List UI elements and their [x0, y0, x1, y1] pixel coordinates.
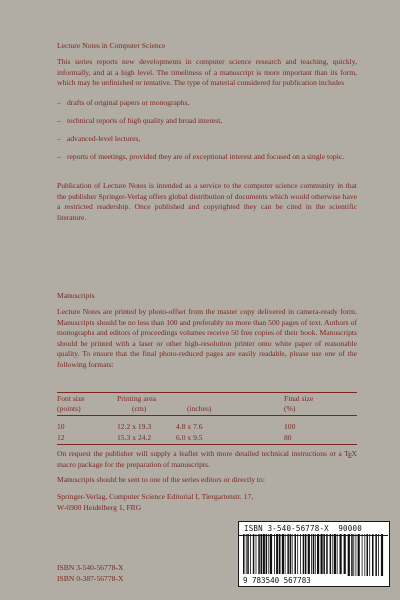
series-title: Lecture Notes in Computer Science [57, 41, 166, 50]
barcode-bar [348, 534, 350, 576]
barcode-bar [282, 534, 284, 574]
leaflet-paragraph: On request the publisher will supply a leaflet with more detailed technical instructions or a TEX macro package for the preparation of manuscripts. [57, 449, 357, 469]
barcode-bar [292, 534, 293, 574]
barcode-bar [362, 534, 363, 576]
barcode-bar [258, 534, 260, 574]
barcode-bar [344, 534, 346, 574]
barcode-addon: 90000 [338, 524, 362, 533]
barcode-bar [340, 534, 342, 574]
manuscripts-heading: Manuscripts [57, 291, 95, 300]
table-mid-rule [57, 415, 357, 416]
barcode-bar [246, 534, 247, 574]
barcode-bar [323, 534, 325, 574]
barcode-bar [375, 534, 377, 576]
barcode-bar [317, 534, 319, 574]
barcode-bars [243, 534, 385, 576]
barcode-bar [313, 534, 315, 574]
list-item: – technical reports of high quality and broad interest, [57, 116, 223, 125]
barcode-bar [300, 534, 301, 574]
tex-e: E [347, 451, 353, 460]
barcode-bar [358, 534, 360, 576]
barcode-bar [330, 534, 332, 574]
barcode-bar [381, 534, 383, 576]
isbn-line: ISBN 0-387-56778-X [57, 573, 124, 583]
list-item: – drafts of original papers or monographs, [57, 98, 190, 107]
barcode-bar [367, 534, 369, 576]
row-percent: 100 [284, 422, 296, 431]
barcode-bar [268, 534, 269, 574]
barcode-bar [263, 534, 265, 574]
barcode-bar [279, 534, 281, 574]
header-inches: (inches) [187, 404, 212, 413]
barcode-bar [337, 534, 338, 574]
barcode-bar [266, 534, 268, 574]
list-item: – reports of meetings, provided they are of exceptional interest and focused on a single topic. [57, 152, 345, 161]
barcode-bar [305, 534, 307, 574]
barcode-bar [303, 534, 305, 574]
barcode-bar [351, 534, 353, 576]
row-inches: 4.8 x 7.6 [176, 422, 203, 431]
table-bottom-rule [57, 444, 357, 445]
barcode-bar [308, 534, 310, 574]
barcode-bar [297, 534, 298, 574]
barcode-bar [250, 534, 251, 574]
header-printing-area: Printing area [117, 394, 157, 403]
barcode-bar [311, 534, 312, 574]
barcode-bar [256, 534, 257, 574]
header-percent: (%) [284, 404, 296, 413]
publication-paragraph: Publication of Lecture Notes is intended as a service to the computer science community in that the publisher Springer-Verlag offers global distribution of documents which would otherwise have a restricted readership. Once published and copyrighted they can be cited in the scientific literature. [57, 181, 357, 222]
barcode-bar [285, 534, 286, 574]
header-font-size: Font size [57, 394, 85, 403]
barcode-bar [243, 534, 245, 574]
isbn-line: ISBN 3-540-56778-X [57, 563, 124, 572]
row-cm: 15.3 x 24.2 [117, 433, 152, 442]
barcode-bar [295, 534, 297, 574]
header-final-size: Final size [284, 394, 314, 403]
barcode-bar [326, 534, 328, 574]
submission-note: Manuscripts should be sent to one of the series editors or directly to: [57, 475, 265, 484]
publisher-address: Springer-Verlag, Computer Science Editorial I, Tiergartenstr. 17, W-6900 Heidelberg 1, FRG [57, 492, 254, 512]
table-top-rule [57, 392, 357, 393]
barcode-bar [369, 534, 370, 576]
barcode-bar [276, 534, 278, 574]
barcode-bar [364, 534, 365, 576]
barcode-divider [238, 535, 388, 536]
barcode-bar [321, 534, 323, 574]
barcode-bar [334, 534, 336, 574]
list-item: – advanced-level lectures, [57, 134, 141, 143]
barcode-bar [315, 534, 316, 574]
barcode-bar [356, 534, 357, 576]
barcode-bar [287, 534, 289, 574]
row-inches: 6.0 x 9.5 [176, 433, 203, 442]
barcode-bar [332, 534, 333, 574]
series-intro-paragraph: This series reports new developments in computer science research and teaching, quickly, informally, and at a high level. The timeliness of a manuscript is more important than its form, which may be unfinished or tentative. The type of material considered for publication includes [57, 57, 357, 88]
barcode-bar [372, 534, 374, 576]
barcode-bar [353, 534, 354, 576]
row-font: 10 [57, 422, 65, 431]
barcode [238, 521, 390, 587]
barcode-isbn: ISBN 3-540-56778-X [244, 524, 329, 533]
barcode-bar [378, 534, 379, 576]
manuscripts-paragraph: Lecture Notes are printed by photo-offset from the master copy delivered in camera-ready form. Manuscripts should be no less than 100 and preferably no more than 500 pages of text. Authors of monographs and editors of proceedings volumes receive 50 free copies of their book. Manuscripts should be printed with a laser or other high-resolution printer onto white paper of reasonable quality. To ensure that the final photo-reduced pages are easily readable, please use one of the following formats: [57, 307, 357, 369]
barcode-bar [274, 534, 275, 574]
header-cm: (cm) [132, 404, 147, 413]
barcode-bar [247, 534, 249, 574]
barcode-bar [270, 534, 272, 574]
row-cm: 12.2 x 19.3 [117, 422, 152, 431]
barcode-digits: 9 783540 567783 [243, 576, 311, 585]
row-font: 12 [57, 433, 65, 442]
row-percent: 80 [284, 433, 292, 442]
barcode-bar [253, 534, 255, 574]
header-font-unit: (points) [57, 404, 81, 413]
barcode-bar [290, 534, 292, 574]
barcode-bar [261, 534, 263, 574]
